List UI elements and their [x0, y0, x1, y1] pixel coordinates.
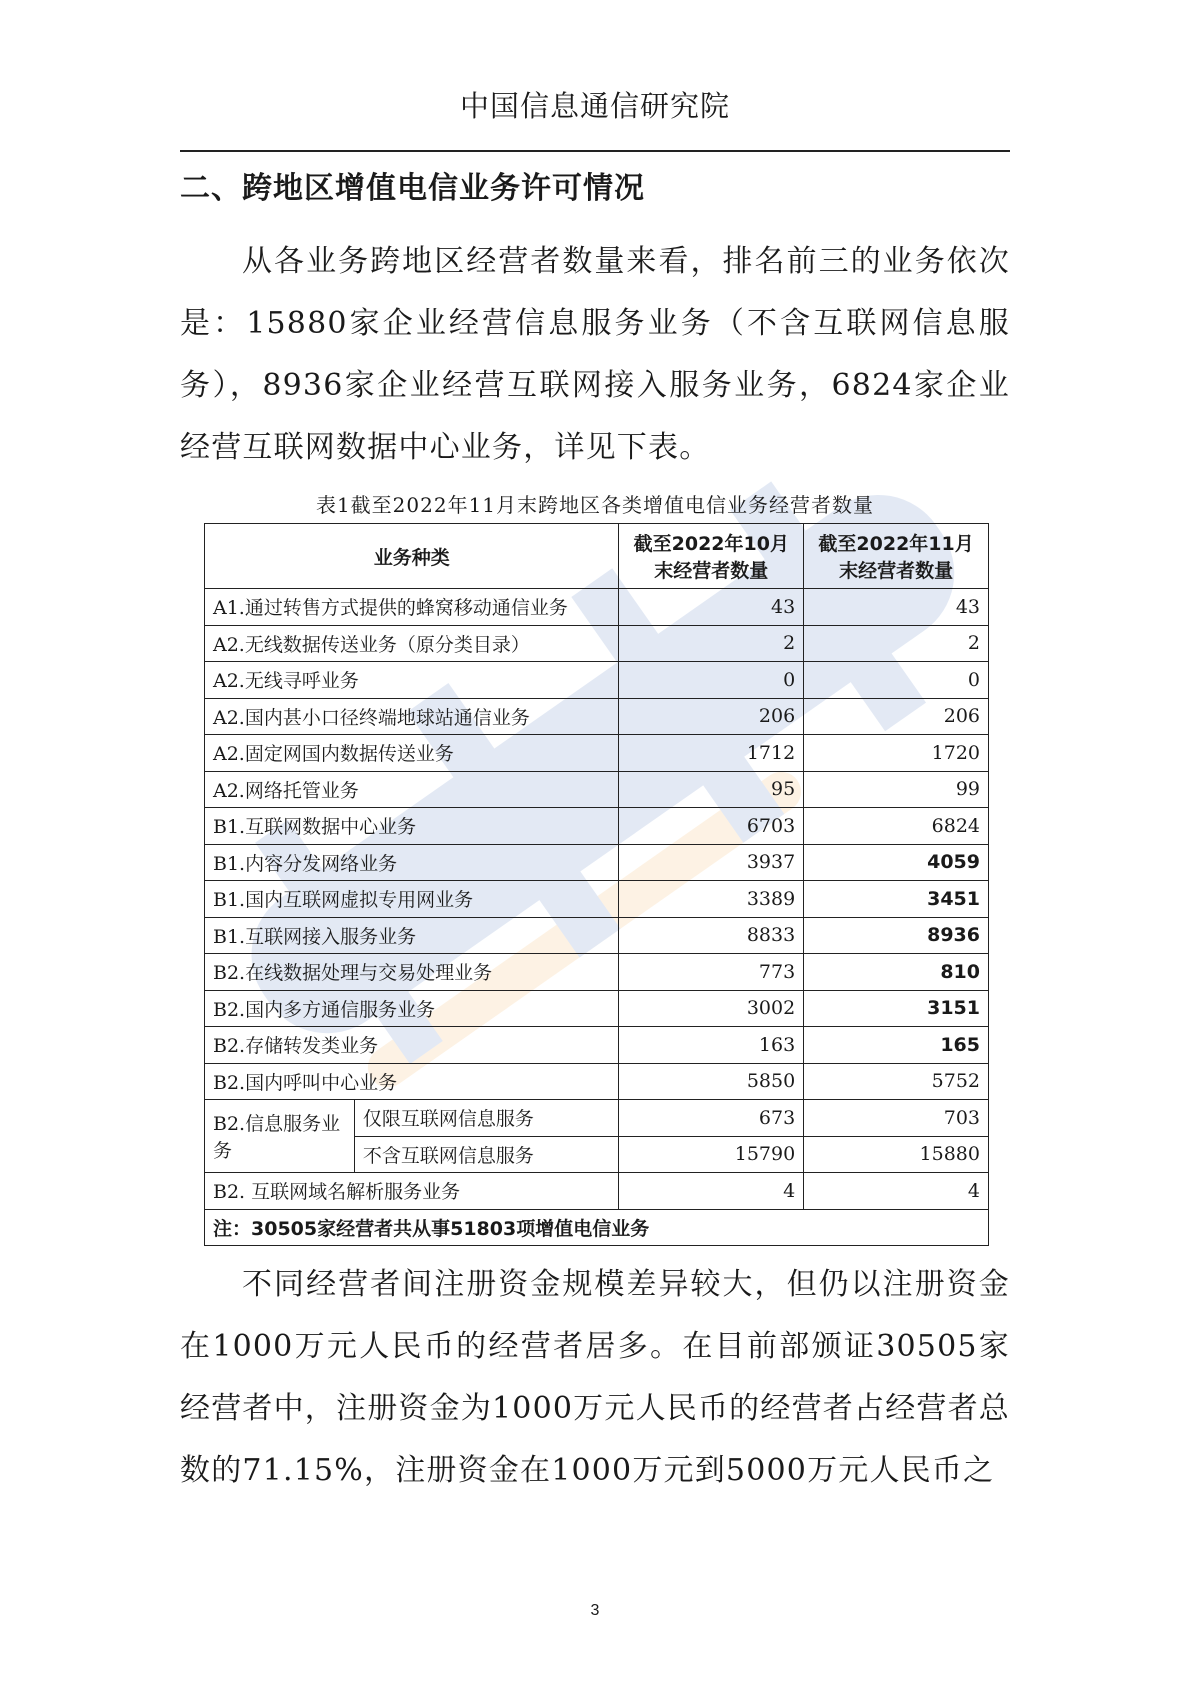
- row-category: B2.存储转发类业务: [205, 1027, 619, 1064]
- row-nov-value: 15880: [804, 1136, 989, 1173]
- column-header-nov: 截至2022年11月末经营者数量: [804, 524, 989, 589]
- page-number: 3: [590, 1602, 600, 1619]
- row-oct-value: 3389: [619, 881, 804, 918]
- row-oct-value: 43: [619, 589, 804, 626]
- row-category: B2.在线数据处理与交易处理业务: [205, 954, 619, 991]
- row-oct-value: 15790: [619, 1136, 804, 1173]
- row-nov-value: 3151: [804, 990, 989, 1027]
- row-category: B1.互联网数据中心业务: [205, 808, 619, 845]
- table-header-row: [205, 524, 989, 589]
- row-category: B1.互联网接入服务业务: [205, 917, 619, 954]
- row-oct-value: 6703: [619, 808, 804, 845]
- row-category: A2.无线数据传送业务（原分类目录）: [205, 625, 619, 662]
- table-row: [205, 808, 989, 845]
- row-oct-value: 95: [619, 771, 804, 808]
- row-category: A2.固定网国内数据传送业务: [205, 735, 619, 772]
- table-row: [205, 1100, 989, 1137]
- table-row: [205, 1027, 989, 1064]
- row-oct-value: 773: [619, 954, 804, 991]
- row-category: B2.国内呼叫中心业务: [205, 1063, 619, 1100]
- row-category: B2.国内多方通信服务业务: [205, 990, 619, 1027]
- row-nov-value: 1720: [804, 735, 989, 772]
- table-note: 注：30505家经营者共从事51803项增值电信业务: [205, 1209, 989, 1246]
- row-oct-value: 0: [619, 662, 804, 699]
- row-nov-value: 8936: [804, 917, 989, 954]
- table-row: [205, 625, 989, 662]
- row-nov-value: 2: [804, 625, 989, 662]
- row-oct-value: 3937: [619, 844, 804, 881]
- row-nov-value: 43: [804, 589, 989, 626]
- row-nov-value: 6824: [804, 808, 989, 845]
- table-row: [205, 1063, 989, 1100]
- table-row: [205, 735, 989, 772]
- table-caption: 表1截至2022年11月末跨地区各类增值电信业务经营者数量: [315, 493, 875, 517]
- row-nov-value: 99: [804, 771, 989, 808]
- column-header-oct: 截至2022年10月末经营者数量: [619, 524, 804, 589]
- row-oct-value: 2: [619, 625, 804, 662]
- header-rule: [180, 150, 1010, 152]
- row-nov-value: 4059: [804, 844, 989, 881]
- table-row: [205, 990, 989, 1027]
- row-nov-value: 206: [804, 698, 989, 735]
- row-category: A2.无线寻呼业务: [205, 662, 619, 699]
- table-row: [205, 881, 989, 918]
- row-oct-value: 206: [619, 698, 804, 735]
- table-row: [205, 917, 989, 954]
- table-row: [205, 589, 989, 626]
- table-row: [205, 662, 989, 699]
- section-heading: 二、跨地区增值电信业务许可情况: [180, 171, 645, 206]
- row-nov-value: 5752: [804, 1063, 989, 1100]
- row-oct-value: 4: [619, 1173, 804, 1210]
- table-row: [205, 844, 989, 881]
- row-category: A1.通过转售方式提供的蜂窝移动通信业务: [205, 589, 619, 626]
- row-oct-value: 673: [619, 1100, 804, 1137]
- body-paragraph-2: 不同经营者间注册资金规模差异较大，但仍以注册资金在1000万元人民币的经营者居多。在目前部颁证30505家经营者中，注册资金为1000万元人民币的经营者占经营者总数的71.15%，注册资金在1000万元到5000万元人民币之: [180, 1267, 1010, 1488]
- row-nov-value: 3451: [804, 881, 989, 918]
- row-oct-value: 163: [619, 1027, 804, 1064]
- row-subcategory: 不含互联网信息服务: [354, 1136, 619, 1173]
- row-oct-value: 5850: [619, 1063, 804, 1100]
- table-row: [205, 954, 989, 991]
- operators-table: [204, 523, 989, 1246]
- row-subcategory: 仅限互联网信息服务: [354, 1100, 619, 1137]
- row-category: A2.国内甚小口径终端地球站通信业务: [205, 698, 619, 735]
- row-oct-value: 3002: [619, 990, 804, 1027]
- running-header: 中国信息通信研究院: [459, 89, 730, 123]
- info-service-group-label: B2.信息服务业务: [205, 1100, 355, 1173]
- row-oct-value: 1712: [619, 735, 804, 772]
- table-row: [205, 771, 989, 808]
- row-oct-value: 8833: [619, 917, 804, 954]
- row-category: B2. 互联网域名解析服务业务: [205, 1173, 619, 1210]
- row-category: B1.内容分发网络业务: [205, 844, 619, 881]
- column-header-category: 业务种类: [205, 524, 619, 589]
- table-note-row: [205, 1209, 989, 1246]
- table-row: [205, 1173, 989, 1210]
- row-nov-value: 703: [804, 1100, 989, 1137]
- table-row: [205, 698, 989, 735]
- row-nov-value: 165: [804, 1027, 989, 1064]
- body-paragraph-1: 从各业务跨地区经营者数量来看，排名前三的业务依次是：15880家企业经营信息服务业务（不含互联网信息服务），8936家企业经营互联网接入服务业务，6824家企业经营互联网数据中心业务，详见下表。: [180, 244, 1010, 465]
- row-category: B1.国内互联网虚拟专用网业务: [205, 881, 619, 918]
- row-nov-value: 4: [804, 1173, 989, 1210]
- row-nov-value: 0: [804, 662, 989, 699]
- row-category: A2.网络托管业务: [205, 771, 619, 808]
- row-nov-value: 810: [804, 954, 989, 991]
